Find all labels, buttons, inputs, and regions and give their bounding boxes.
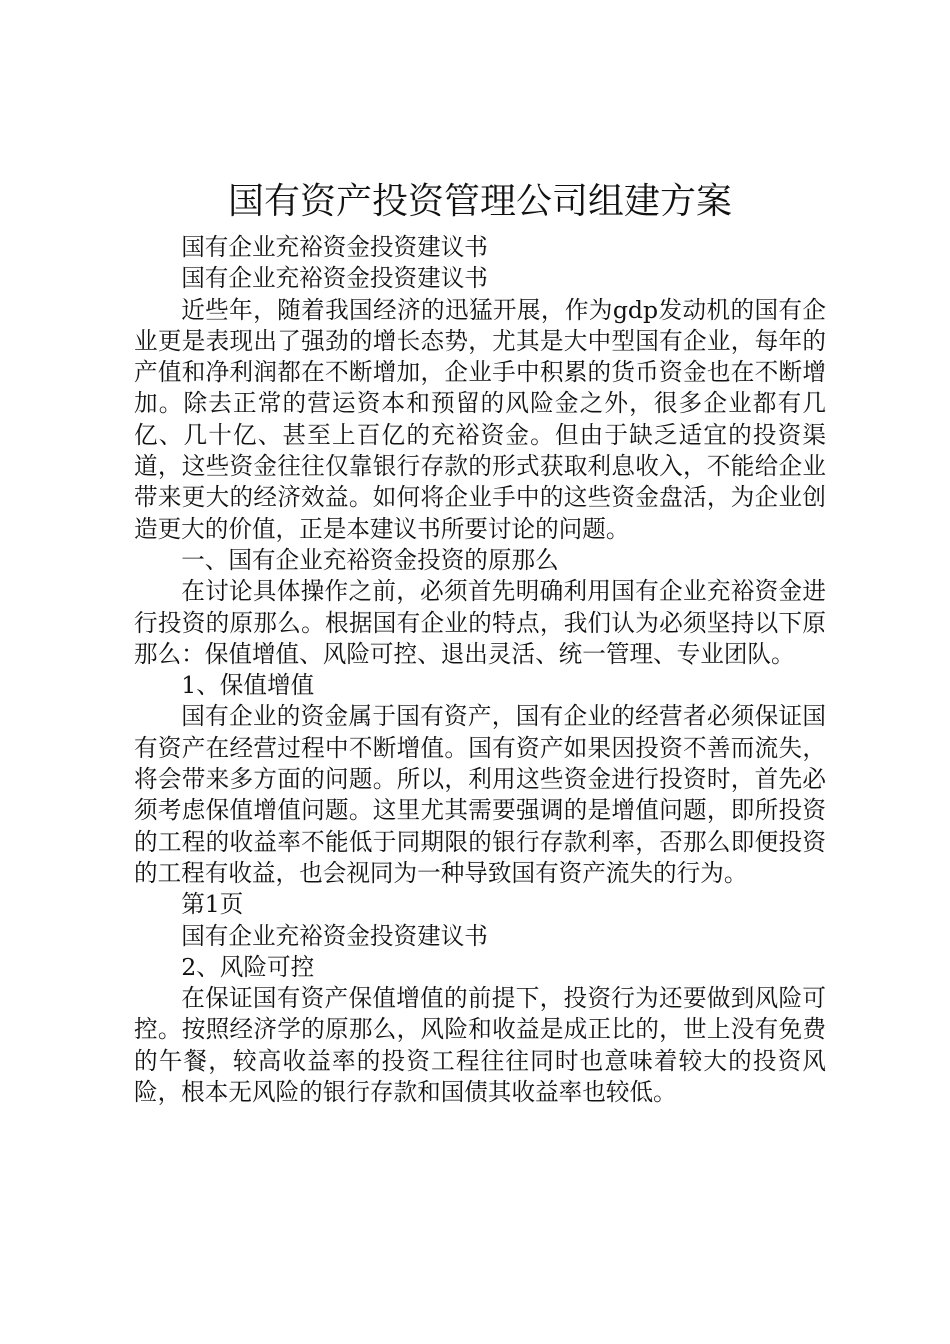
- paragraph-principles: 在讨论具体操作之前，必须首先明确利用国有企业充裕资金进行投资的原那么。根据国有企业的特点，我们认为必须坚持以下原那么：保值增值、风险可控、退出灵活、统一管理、专业团队。: [134, 577, 826, 668]
- paragraph-subtitle-1: 国有企业充裕资金投资建议书: [181, 233, 488, 261]
- page-number: 第1页: [181, 890, 244, 919]
- running-header: 国有企业充裕资金投资建议书: [181, 921, 488, 950]
- subsection-heading-value: 1、保值增值: [181, 671, 315, 700]
- paragraph-intro: 近些年，随着我国经济的迅猛开展，作为gdp发动机的国有企业更是表现出了强劲的增长态势，尤其是大中型国有企业，每年的产值和净利润都在不断增加，企业手中积累的货币资金也在不断增加。除去正常的营运资本和预留的风险金之外，很多企业都有几亿、几十亿、甚至上百亿的充裕资金。但由于缺乏适宜的投资渠道，这些资金往往仅靠银行存款的形式获取利息收入，不能给企业带来更大的经济效益。如何将企业手中的这些资金盘活，为企业创造更大的价值，正是本建议书所要讨论的问题。: [134, 295, 826, 543]
- section-heading-principles: 一、国有企业充裕资金投资的原那么: [181, 545, 559, 574]
- subsection-heading-risk: 2、风险可控: [181, 952, 315, 981]
- paragraph-subtitle-2: 国有企业充裕资金投资建议书: [181, 264, 488, 293]
- document-title: 国有资产投资管理公司组建方案: [227, 181, 732, 222]
- document-body: [134, 232, 826, 1108]
- paragraph-risk: 在保证国有资产保值增值的前提下，投资行为还要做到风险可控。按照经济学的原那么，风险和收益是成正比的，世上没有免费的午餐，较高收益率的投资工程往往同时也意味着较大的投资风险，根本无风险的银行存款和国债其收益率也较低。: [134, 984, 826, 1107]
- paragraph-value: 国有企业的资金属于国有资产，国有企业的经营者必须保证国有资产在经营过程中不断增值。国有资产如果因投资不善而流失，将会带来多方面的问题。所以，利用这些资金进行投资时，首先必须考虑保值增值问题。这里尤其需要强调的是增值问题，即所投资的工程的收益率不能低于同期限的银行存款利率，否那么即便投资的工程有收益，也会视同为一种导致国有资产流失的行为。: [134, 702, 826, 887]
